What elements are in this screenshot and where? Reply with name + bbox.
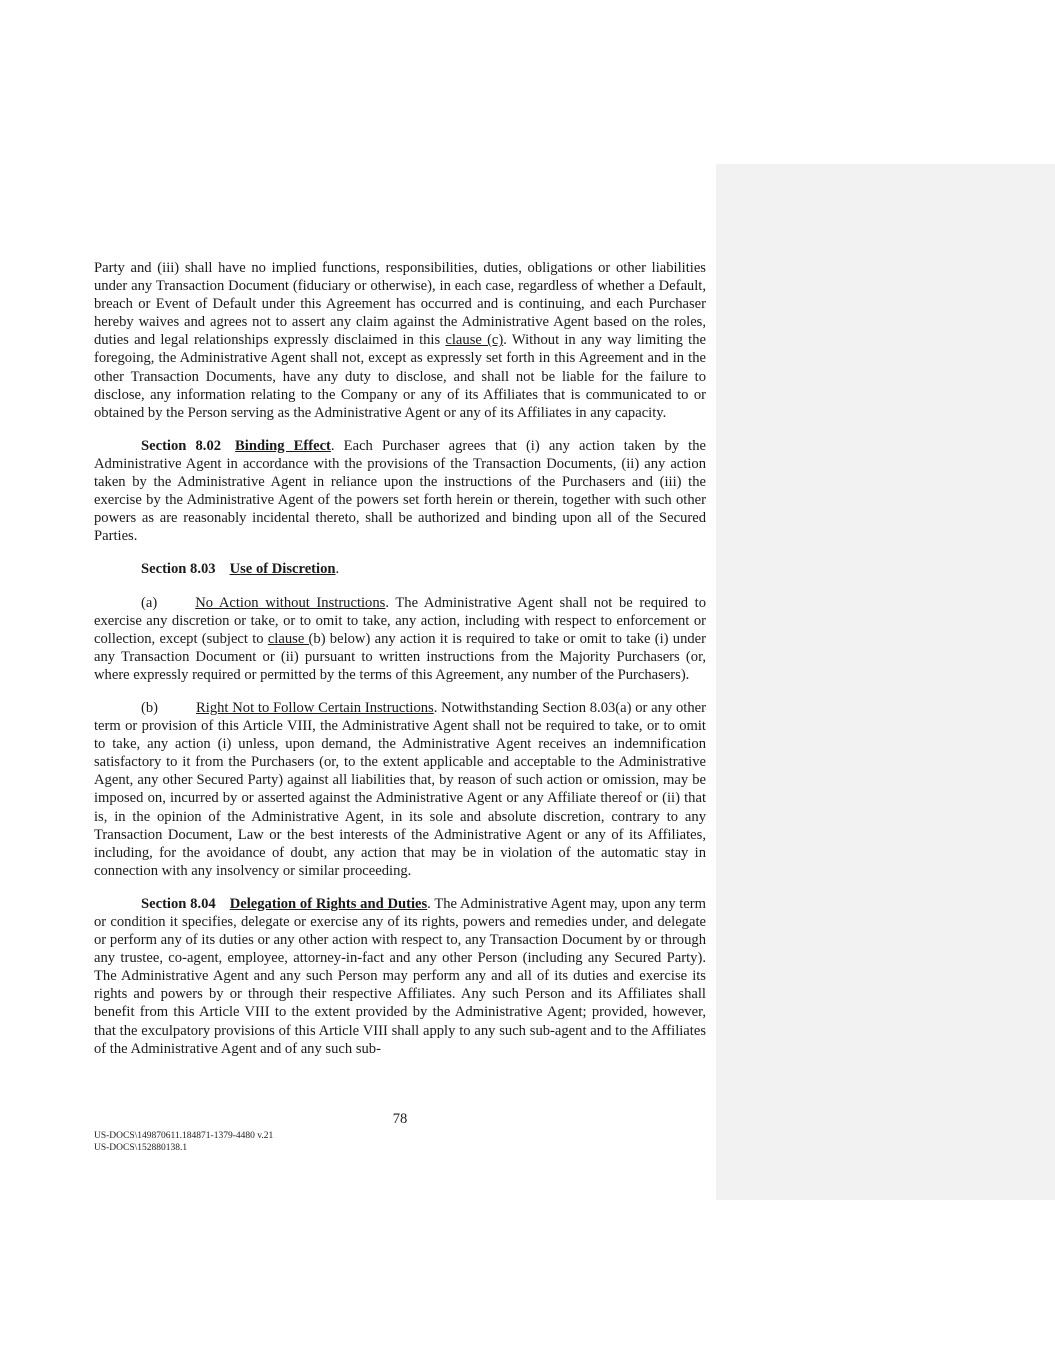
section-8-03 <box>94 560 706 578</box>
document-ids <box>94 1131 273 1154</box>
comment-pane <box>716 164 1055 1200</box>
paragraph-text: . Without in any way limiting the foregoing, the Administrative Agent shall not, except as expressly set forth in this Agreement and in the other Transaction Documents, have any duty to disclose, and shall not be liable for the failure to disclose, any information relating to the Company or any of its Affiliates that is communicated to or obtained by the Person serving as the Administrative Agent or any of its Affiliates in any capacity. <box>94 332 706 421</box>
section-text: . Each Purchaser agrees that (i) any action taken by the Administrative Agent in accordance with the provisions of the Transaction Documents, (ii) any action taken by the Administrative Agent in reliance upon the instructions of the Purchasers and (iii) the exercise by the Administrative Agent of the powers set forth herein or therein, together with such other powers as are reasonably incidental thereto, shall be authorized and binding upon all of the Secured Parties. <box>94 437 707 545</box>
clause-label: (a) <box>141 594 158 611</box>
section-title: Use of Discretion <box>229 561 336 578</box>
clause-b-reference: clause ( <box>267 630 314 647</box>
section-8-04 <box>94 895 706 1058</box>
paragraph-continuation <box>94 259 706 422</box>
clause-text: . Notwithstanding Section 8.03(a) or any other term or provision of this Article VIII, the Administrative Agent shall not be required to take, or to omit to take, any action (i) unless, upon demand, the Administrative Agent receives an indemnification satisfactory to it from the Purchasers (or, to the extent applicable and acceptable to the Administrative Agent, any other Secured Party) against all liabilities that, by reason of such action or omission, may be imposed on, incurred by or asserted against the Administrative Agent or any Affiliate thereof or (ii) that is, in the opinion of the Administrative Agent, in its sole and absolute discretion, contrary to any Transaction Document, Law or the best interests of the Administrative Agent or any of its Affiliates, including, for the avoidance of doubt, any action that may be in violation of the automatic stay in connection with any insolvency or similar proceeding. <box>94 699 706 879</box>
clause-title: No Action without Instructions <box>195 594 386 611</box>
doc-id-primary: US-DOCS\149870611.184871-1379-4480 v.21 <box>94 1131 274 1141</box>
document-body <box>94 259 706 1073</box>
clause-text: b) below) any action it is required to take or omit to take (i) under any Transaction Document or (ii) pursuant to written instructions from the Majority Purchasers (or, where expressly required or permitted by the terms of this Agreement, any number of the Purchasers). <box>94 630 706 683</box>
paragraph-text: Party and (iii) shall have no implied functions, responsibilities, duties, obligations or other liabilities under any Transaction Document (fiduciary or otherwise), in each case, regardless of whether a Default, breach or Event of Default under this Agreement has occurred and is continuing, and each Purchaser hereby waives and agrees not to assert any claim against the Administrative Agent based on the roles, duties and legal relationships expressly disclaimed in this <box>94 260 706 349</box>
section-title: Delegation of Rights and Duties <box>229 895 428 912</box>
clause-text: . The Administrative Agent shall not be required to exercise any discretion or take, or to omit to take, any action, including with respect to enforcement or collection, except (subject to <box>94 594 706 647</box>
section-number: Section 8.03 <box>141 561 216 578</box>
clause-label: (b) <box>141 699 159 716</box>
section-text: . The Administrative Agent may, upon any term or condition it specifies, delegate or exercise any of its rights, powers and remedies under, and delegate or perform any of its duties or any other action with respect to, any Transaction Document by or through any trustee, co-agent, employee, attorney-in-fact and any other Person (including any Secured Party). The Administrative Agent and any such Person may perform any and all of its duties and exercise its rights and powers by or through their respective Affiliates. Any such Person and its Affiliates shall benefit from this Article VIII to the extent provided by the Administrative Agent; provided, however, that the exculpatory provisions of this Article VIII shall apply to any such sub-agent and to the Affiliates of the Administrative Agent and of any such sub- <box>94 895 706 1057</box>
clause-b <box>94 699 706 880</box>
doc-id-secondary: US-DOCS\152880138.1 <box>94 1142 188 1153</box>
clause-title: Right Not to Follow Certain Instructions <box>196 699 434 716</box>
section-number: Section 8.04 <box>141 895 216 912</box>
clause-a <box>94 594 706 684</box>
clause-c-reference: clause (c) <box>445 332 504 349</box>
section-number: Section 8.02 <box>141 437 222 454</box>
section-8-02 <box>94 437 706 546</box>
page-number: 78 <box>392 1111 408 1127</box>
section-text: . <box>335 561 340 578</box>
section-title: Binding Effect <box>235 437 331 454</box>
